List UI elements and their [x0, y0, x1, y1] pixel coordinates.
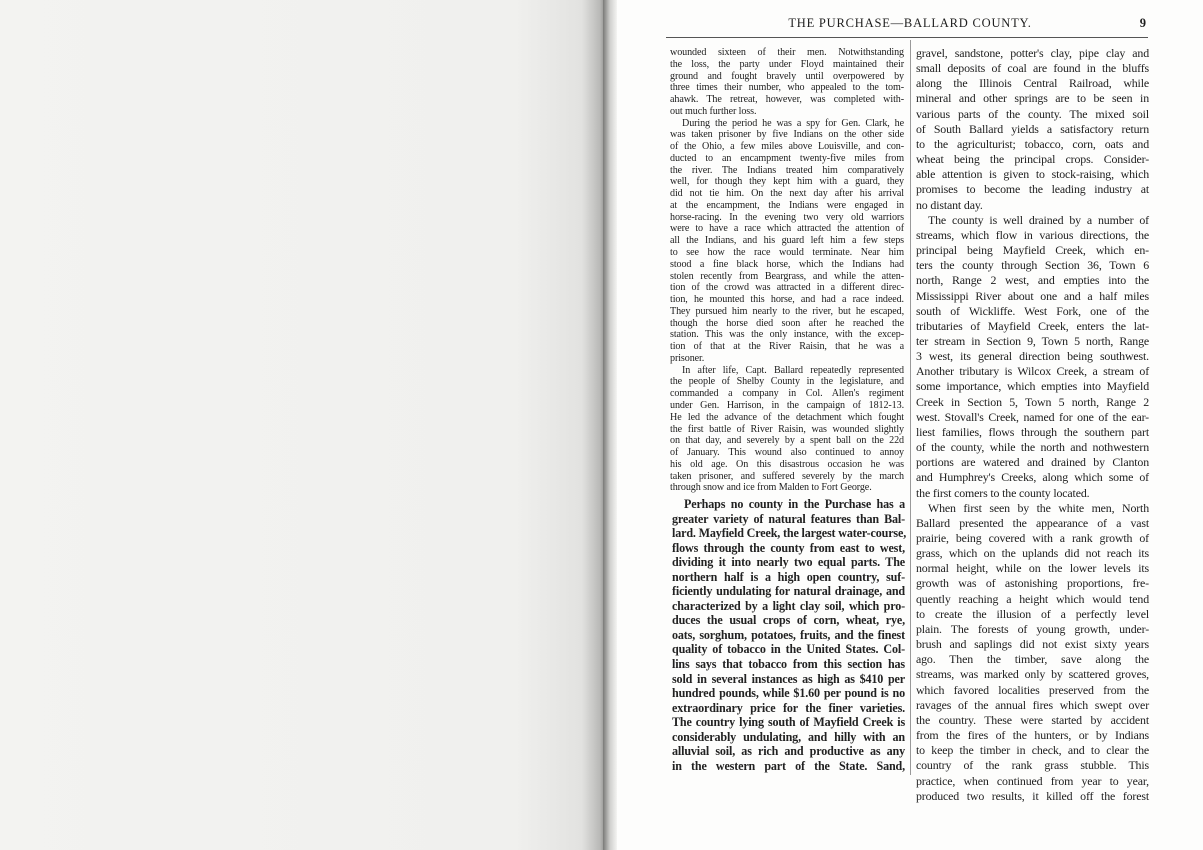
text-line: three times their number, who appealed to the tom-: [670, 82, 904, 94]
text-line: to keep the timber in check, and to clear the: [916, 743, 1149, 758]
text-line: the country. These were started by accident: [916, 712, 1149, 727]
text-line: They pursued him nearly to the river, but he escaped,: [670, 305, 904, 317]
text-line: and Humphrey's Creeks, along which some of: [916, 470, 1149, 485]
text-line: flows through the county from east to west,: [672, 540, 905, 555]
text-line: liest families, flows through the southern part: [916, 424, 1149, 439]
text-line: well, for though they kept him with a guard, they: [670, 176, 904, 188]
text-line: sold in several instances as high as $410 per: [672, 671, 905, 686]
text-line: south of Wickliffe. West Fork, one of the: [916, 303, 1149, 318]
text-line: various parts of the county. The mixed soil: [916, 106, 1149, 121]
left-column-large-text: [672, 497, 905, 773]
text-line: In after life, Capt. Ballard repeatedly represented: [682, 364, 904, 376]
text-line: streams, was marked only by scattered groves,: [916, 667, 1149, 682]
text-line: dividing it into nearly two equal parts. The: [672, 555, 905, 570]
text-line: growth was of astonishing proportions, fre-: [916, 576, 1149, 591]
header-rule: [666, 37, 1148, 38]
text-line: ficiently undulating for natural drainage, and: [672, 584, 905, 599]
text-line: were to have a race which attracted the attention of: [670, 223, 904, 235]
text-line: Another tributary is Wilcox Creek, a stream of: [916, 364, 1149, 379]
text-line: promises to become the leading industry at: [916, 182, 1149, 197]
running-head: THE PURCHASE—BALLARD COUNTY.: [788, 16, 1032, 30]
text-line: did not tie him. On the next day after his arrival: [670, 188, 904, 200]
text-line: horse-racing. In the evening two very old warriors: [670, 211, 904, 223]
text-line: small deposits of coal are found in the bluffs: [916, 61, 1149, 76]
text-line: lard. Mayfield Creek, the largest water-course,: [672, 526, 907, 541]
text-line: characterized by a light clay soil, which pro-: [672, 598, 905, 613]
text-line: quality of tobacco in the United States. Col-: [672, 642, 905, 657]
text-line: to create the illusion of a perfectly level: [916, 606, 1149, 621]
paragraph: [916, 46, 1149, 213]
text-line: The country lying south of Mayfield Creek is: [672, 715, 905, 730]
text-line: ago. Then the timber, save along the: [916, 652, 1149, 667]
text-line: of the Ohio, a few miles above Louisville, and con-: [670, 141, 904, 153]
text-line: commanded a company in Col. Allen's regiment: [670, 388, 904, 400]
paragraph: [672, 497, 905, 773]
text-line: stood a fine black horse, which the Indians had: [670, 258, 904, 270]
text-line: He led the advance of the detachment which fought: [670, 411, 904, 423]
text-line: all the Indians, and his guard left him a few steps: [670, 235, 904, 247]
text-line: the first comers to the county located.: [916, 485, 1090, 500]
text-line: normal height, while on the lower levels its: [916, 561, 1149, 576]
text-line: the river. The Indians treated him comparatively: [670, 164, 904, 176]
text-line: greater variety of natural features than Bal-: [672, 511, 905, 526]
text-line: ducted to an encampment twenty-five miles from: [670, 152, 904, 164]
text-line: hundred pounds, while $1.60 per pound is no: [672, 686, 905, 701]
text-line: west. Stovall's Creek, named for one of the ear-: [916, 409, 1149, 424]
text-line: ravages of the annual fires which swept over: [916, 697, 1149, 712]
text-line: stolen recently from Beargrass, and while the atten-: [670, 270, 904, 282]
text-line: Mississippi River about one and a half miles: [916, 288, 1149, 303]
left-column-small-text: [670, 47, 904, 494]
text-line: 3 west, its general direction being southwest.: [916, 349, 1149, 364]
text-line: Perhaps no county in the Purchase has a: [684, 497, 905, 511]
text-line: wounded sixteen of their men. Notwithstanding: [670, 47, 904, 58]
page-number: 9: [1139, 16, 1146, 30]
text-line: produced two results, it killed off the forest: [916, 788, 1149, 803]
text-line: alluvial soil, as rich and productive as any: [672, 744, 905, 759]
text-line: gravel, sandstone, potter's clay, pipe clay and: [916, 46, 1149, 60]
text-line: from the fires of the hunters, or by Indians: [916, 728, 1149, 743]
text-line: of the county, while the north and nothwestern: [916, 440, 1149, 455]
text-line: prisoner.: [670, 352, 705, 364]
text-line: to see how the race would terminate. Near him: [670, 247, 904, 259]
text-line: ters the county through Section 36, Town 6: [916, 258, 1149, 273]
text-line: mineral and other springs are to be seen in: [916, 91, 1149, 106]
text-line: lins says that tobacco from this section has: [672, 657, 905, 672]
text-line: of South Ballard yields a satisfactory return: [916, 121, 1149, 136]
text-line: tion of that at the River Raisin, that he was a: [670, 341, 904, 353]
text-line: in the western part of the State. Sand,: [672, 758, 905, 773]
text-line: Creek in Section 5, Town 5 north, Range 2: [916, 394, 1149, 409]
text-line: Ballard presented the appearance of a vast: [916, 515, 1149, 530]
text-line: The county is well drained by a number of: [928, 212, 1149, 227]
text-line: station. This was the only instance, with the excep-: [670, 329, 904, 341]
text-line: under Gen. Harrison, in the campaign of 1812-13.: [670, 399, 904, 411]
book-spine: [603, 0, 617, 850]
text-line: no distant day.: [916, 197, 983, 212]
text-line: the loss, the party under Floyd maintained their: [670, 58, 904, 70]
text-line: When first seen by the white men, North: [928, 500, 1149, 515]
text-line: tion, he mounted this horse, and had a race indeed.: [670, 294, 904, 306]
text-line: on that day, and severely by a spent ball on the 22d: [670, 435, 904, 447]
text-line: at the encampment, the Indians were engaged in: [670, 199, 904, 211]
text-line: portions are watered and drained by Clanton: [916, 455, 1149, 470]
text-line: able attention is given to stock-raising, which: [916, 167, 1149, 182]
text-line: taken prisoner, and suffered severely by the march: [670, 470, 904, 482]
paragraph: [670, 47, 904, 118]
text-line: During the period he was a spy for Gen. Clark, he: [682, 117, 904, 129]
text-line: ter stream in Section 9, Town 5 north, Range: [916, 333, 1149, 348]
text-line: plain. The forests of young growth, under-: [916, 621, 1149, 636]
text-line: brush and saplings did not exist sixty years: [916, 637, 1149, 652]
paragraph: [916, 213, 1149, 501]
text-line: tributaries of Mayfield Creek, enters the lat-: [916, 318, 1149, 333]
text-line: northern half is a high open country, suf-: [672, 569, 905, 584]
text-line: though the horse died soon after he reached the: [670, 317, 904, 329]
text-line: principal being Mayfield Creek, which en-: [916, 243, 1149, 258]
text-line: practice, when continued from year to year,: [916, 773, 1149, 788]
text-line: ground and fought bravely until overpowered by: [670, 70, 904, 82]
text-line: wheat being the principal crops. Consider-: [916, 152, 1149, 167]
text-line: quently reaching a height which would tend: [916, 591, 1149, 606]
text-line: out much further loss.: [670, 105, 757, 117]
text-line: extraordinary price for the finer varieties.: [672, 700, 905, 715]
text-line: the people of Shelby County in the legislature, and: [670, 376, 904, 388]
text-line: duces the usual crops of corn, wheat, rye,: [672, 613, 905, 628]
text-line: some importance, which empties into Mayfield: [916, 379, 1149, 394]
text-line: through snow and ice from Malden to Fort George.: [670, 482, 872, 494]
column-divider: [910, 40, 911, 775]
text-line: tion of the crowd was attracted in a different direc-: [670, 282, 904, 294]
text-line: his old age. On this disastrous occasion he was: [670, 458, 904, 470]
page-header: [670, 16, 1150, 34]
text-line: oats, sorghum, potatoes, fruits, and the finest: [672, 627, 905, 642]
text-line: prairie, being covered with a rank growth of: [916, 531, 1149, 545]
paragraph: [916, 501, 1149, 804]
paragraph: [670, 118, 904, 365]
text-line: north, Range 2 west, and empties into the: [916, 273, 1149, 288]
paragraph: [670, 365, 904, 494]
text-line: of January. This wound also continued to annoy: [670, 447, 904, 459]
text-line: to the agriculturist; tobacco, corn, oats and: [916, 136, 1149, 151]
text-line: grass, which on the uplands did not reach its: [916, 546, 1149, 561]
text-line: ahawk. The retreat, however, was completed with-: [670, 94, 904, 106]
right-column-text: [916, 46, 1149, 804]
text-line: was taken prisoner by five Indians on the other side: [670, 129, 904, 141]
text-line: along the Illinois Central Railroad, while: [916, 76, 1149, 91]
text-line: streams, which flow in various directions, the: [916, 227, 1149, 242]
text-line: considerably undulating, and hilly with an: [672, 729, 905, 744]
text-line: country of the rank grass stubble. This: [916, 758, 1149, 773]
text-line: which favored localities preserved from the: [916, 682, 1149, 697]
text-line: the first battle of River Raisin, was wounded slightly: [670, 423, 904, 435]
